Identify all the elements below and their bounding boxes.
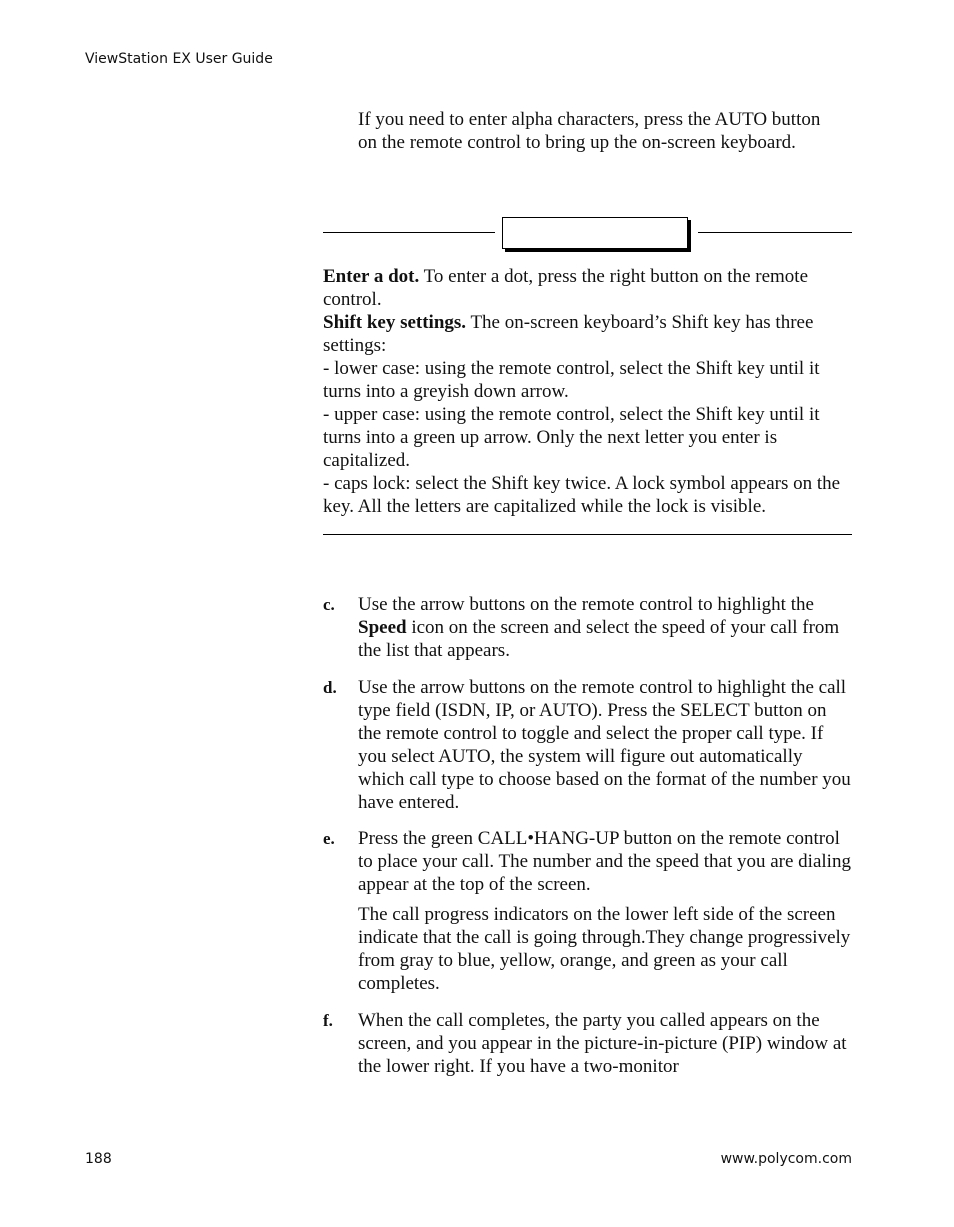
tip-shift-title: Shift key settings.: [323, 312, 467, 333]
step-f-label: f.: [323, 1011, 333, 1030]
tip-dot: [323, 265, 853, 311]
tip-caps-lock: - caps lock: select the Shift key twice. A lock symbol appears on the key. All the letters are capitalized while the lock is visible.: [323, 473, 841, 517]
intro-paragraph: If you need to enter alpha characters, press the AUTO button on the remote control to bring up the on-screen keyboard.: [358, 109, 821, 153]
running-header: ViewStation EX User Guide: [85, 51, 273, 67]
tip-rule-left: [323, 232, 495, 233]
step-e-text-2: The call progress indicators on the lower left side of the screen indicate that the call is going through.They change progressively from gray to blue, yellow, orange, and green as your call completes.: [358, 904, 851, 994]
tip-label-box: [502, 217, 688, 249]
tip-rule-bottom: [323, 534, 852, 535]
tip-dot-text: To enter a dot, press the right button on the remote control.: [323, 266, 809, 310]
tip-dot-title: Enter a dot.: [323, 266, 420, 287]
step-c-text: [358, 593, 853, 662]
step-e: [323, 827, 853, 995]
tip-shift-text: The on-screen keyboard’s Shift key has three settings:: [323, 312, 814, 356]
step-d-label: d.: [323, 678, 337, 697]
step-c: [323, 593, 853, 662]
tip-upper-case: - upper case: using the remote control, select the Shift key until it turns into a green up arrow. Only the next letter you enter is capitalized.: [323, 404, 820, 471]
step-c-text-pre: Use the arrow buttons on the remote control to highlight the: [358, 594, 814, 615]
step-d: [323, 676, 853, 814]
page-number: 188: [85, 1151, 112, 1167]
step-f: [323, 1009, 853, 1078]
tip-lower-case: - lower case: using the remote control, select the Shift key until it turns into a greyish down arrow.: [323, 358, 820, 402]
step-c-text-post: icon on the screen and select the speed of your call from the list that appears.: [358, 617, 840, 661]
step-c-label: c.: [323, 595, 335, 614]
tip-block: [323, 265, 853, 518]
speed-term: Speed: [358, 617, 407, 638]
footer-url: www.polycom.com: [720, 1151, 852, 1167]
tip-shift: [323, 311, 853, 357]
step-f-text: When the call completes, the party you called appears on the screen, and you appear in the picture-in-picture (PIP) window at the lower right. If you have a two-monitor: [358, 1010, 847, 1077]
step-d-text: Use the arrow buttons on the remote control to highlight the call type field (ISDN, IP, or AUTO). Press the SELECT button on the remote control to toggle and select the proper call type. If you select AUTO, the system will figure out automatically which call type to choose based on the format of the number you have entered.: [358, 677, 851, 813]
tip-rule-right: [698, 232, 852, 233]
step-e-label: e.: [323, 829, 335, 848]
step-e-text: Press the green CALL•HANG-UP button on the remote control to place your call. The number and the speed that you are dialing appear at the top of the screen.: [358, 828, 851, 895]
